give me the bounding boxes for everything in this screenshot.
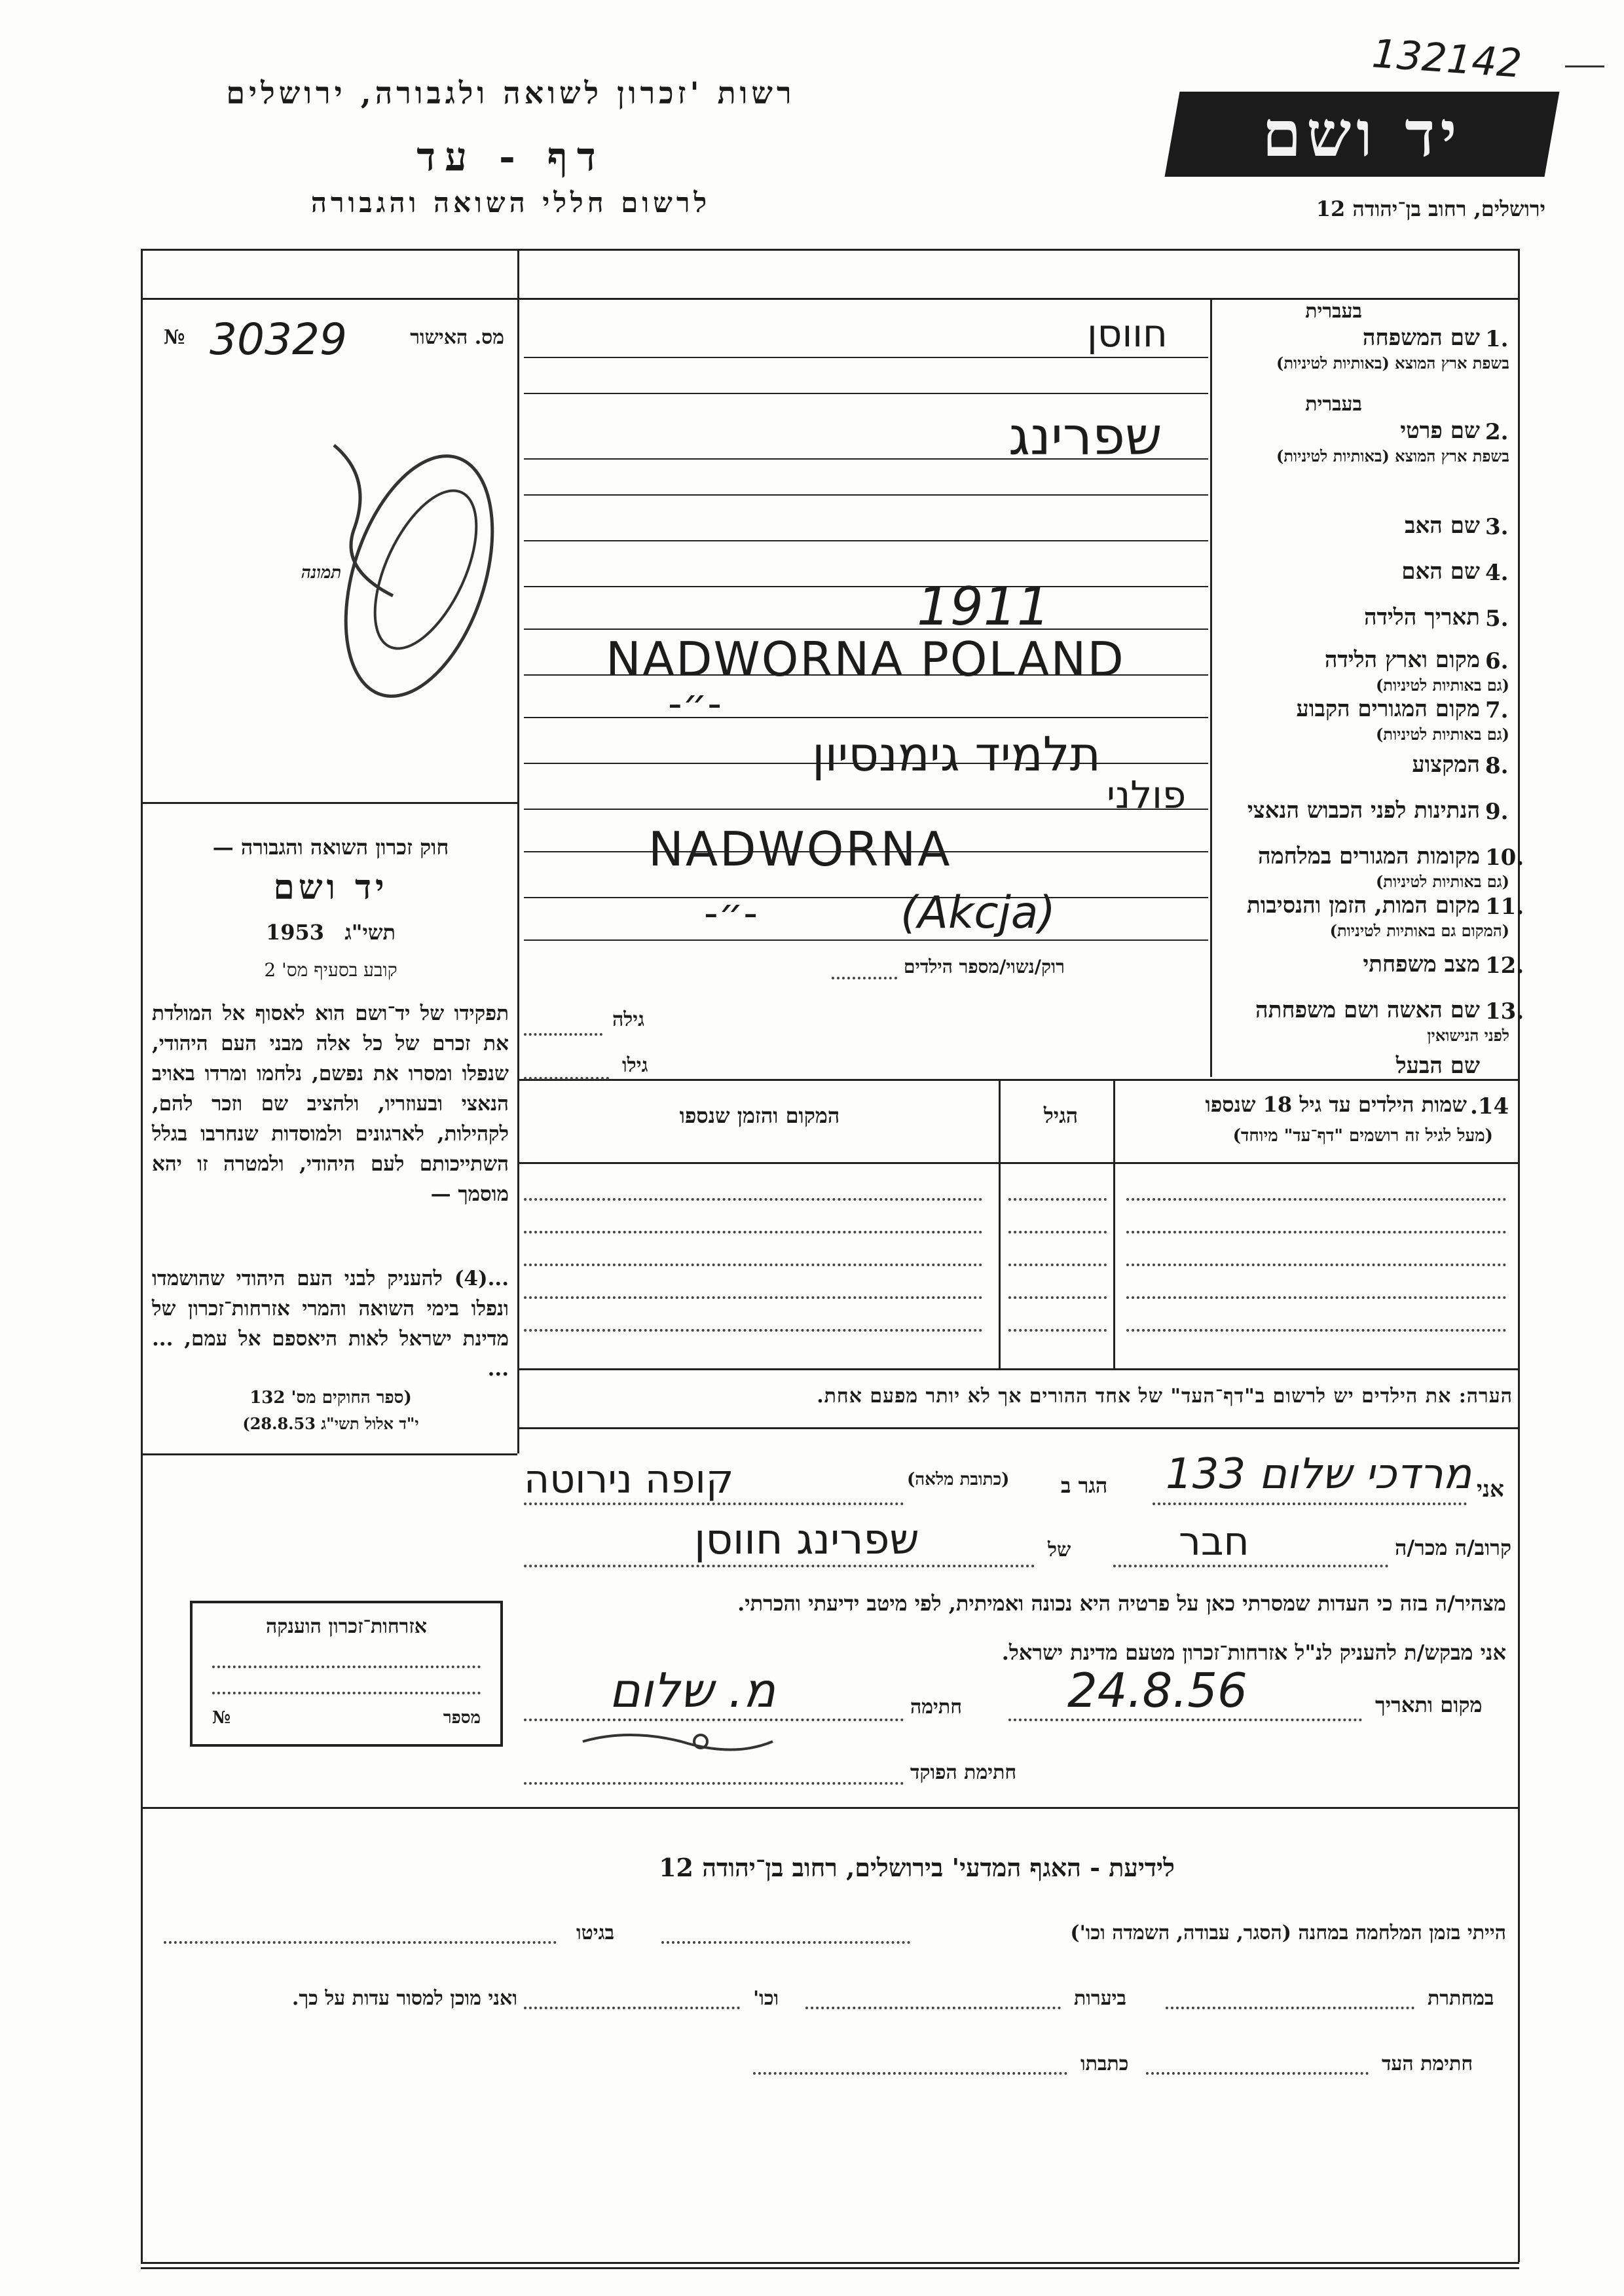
- footer-line2-b: ביערות: [1074, 1987, 1127, 2010]
- reg-number: 30329: [210, 314, 347, 365]
- form-title: דף - עד: [416, 134, 605, 180]
- law-title: חוק זכרון השואה והגבורה —: [212, 835, 449, 860]
- child-row-line: [1008, 1296, 1107, 1299]
- decl-statement: מצהיר/ה בזה כי העדות שמסרתי כאן על פרטיה היא נכונה ואמיתית, לפי מיטב ידיעתי והכרתי.: [737, 1591, 1506, 1616]
- value-first-name: שפרינג: [1008, 406, 1162, 467]
- field-number: 3.: [1485, 514, 1509, 540]
- field-label: הנתינות לפני הכבוש הנאצי: [1247, 797, 1480, 824]
- child-row-line: [1008, 1329, 1107, 1332]
- panel-line-3: [141, 1453, 517, 1455]
- field-label: שם האב: [1405, 513, 1480, 539]
- field-label: שם האשה ושם משפחתה: [1255, 997, 1480, 1023]
- footer-line2-c: וכו': [753, 1987, 779, 2010]
- decl-signature: מ. שלום: [609, 1663, 776, 1718]
- field-sublabel: בשפת ארץ המוצא (באותיות לטיניות): [1276, 354, 1509, 373]
- panel-divider: [517, 249, 519, 1453]
- value-family-name: חווסן: [1087, 311, 1168, 355]
- reg-number-block: [164, 314, 504, 367]
- law-year: 1953: [266, 920, 325, 945]
- citizenship-no-label: מספר: [443, 1708, 481, 1728]
- yad-vashem-logo: [1165, 92, 1560, 177]
- law-ref: (ספר החוקים מס' 132: [249, 1388, 412, 1408]
- decl-place-date-label: מקום ותאריך: [1375, 1692, 1483, 1717]
- value-underline: [524, 629, 1208, 630]
- left-border: [141, 249, 143, 2262]
- archive-number: 132142: [1370, 31, 1524, 87]
- field-label: שם פרטי: [1400, 418, 1480, 444]
- footer-line1-b: בגיטו: [576, 1922, 615, 1944]
- law-name: יד ושם: [273, 867, 388, 907]
- child-row-line: [524, 1329, 982, 1332]
- label-divider: [1210, 298, 1212, 1077]
- child-row-line: [1008, 1198, 1107, 1201]
- child-row-line: [1126, 1296, 1506, 1299]
- value-underline: [524, 763, 1208, 764]
- field-number: 8.: [1485, 753, 1509, 779]
- value-nationality: פולני: [1107, 773, 1187, 817]
- children-num: 14.: [1470, 1093, 1509, 1120]
- children-header-bottom: [517, 1162, 1519, 1164]
- value-death-circumstance: (Akcja): [900, 887, 1056, 939]
- field-label: שם האם: [1401, 558, 1480, 585]
- field-label: תאריך הלידה: [1363, 604, 1480, 630]
- value-wartime-residence: NADWORNA: [648, 822, 952, 877]
- footer-line1-a: הייתי בזמן המלחמה במחנה (הסגר, עבודה, השמדה וכו'): [1070, 1922, 1506, 1944]
- citizenship-box: [190, 1601, 503, 1747]
- archive-dash: [1565, 65, 1604, 67]
- value-underline: [524, 540, 1208, 541]
- org-line: רשות 'זכרון לשואה ולגבורה, ירושלים: [226, 75, 796, 111]
- value-underline: [524, 809, 1208, 810]
- law-year-heb: תשי"ג: [344, 920, 396, 945]
- value-birth-date: 1911: [917, 576, 1050, 637]
- field-label: מצב משפחתי: [1363, 951, 1480, 977]
- field-number: 7.: [1485, 697, 1509, 723]
- logo-text: יד ושם: [1262, 97, 1462, 171]
- marital-sub-label: רוק/נשוי/מספר הילדים: [904, 956, 1065, 977]
- decl-signature-label: חתימה: [910, 1696, 962, 1719]
- decl-resides: הגר ב: [1061, 1473, 1108, 1498]
- form-subtitle: לרשום חללי השואה והגבורה: [310, 187, 711, 219]
- field-hebrew-tag: בעברית: [1305, 300, 1362, 323]
- value-underline: [524, 851, 1208, 852]
- husband-age-label: גילו: [622, 1054, 648, 1077]
- field-sublabel: (גם באותיות לטיניות): [1375, 872, 1509, 891]
- field-sublabel: לפני הנישואין: [1427, 1026, 1509, 1045]
- panel-line-2: [141, 802, 517, 804]
- child-row-line: [524, 1231, 982, 1233]
- value-underline: [524, 494, 1208, 496]
- child-row-line: [1008, 1231, 1107, 1233]
- panel-line-1: [141, 298, 517, 300]
- value-residence: -״-: [668, 681, 722, 727]
- law-date: י"ד אלול תשי"ג 28.8.53): [242, 1414, 419, 1433]
- value-underline: [524, 939, 1208, 941]
- frame-bottom-2: [141, 2267, 1519, 2269]
- value-underline: [524, 897, 1208, 898]
- field-label: מקום המגורים הקבוע: [1296, 696, 1480, 722]
- field-sublabel: (המקום גם באותיות לטיניות): [1329, 921, 1509, 940]
- child-row-line: [1126, 1264, 1506, 1266]
- children-title: שמות הילדים עד גיל 18 שנספו: [1205, 1092, 1467, 1117]
- value-underline: [524, 458, 1208, 460]
- decl-of: של: [1048, 1539, 1071, 1561]
- value-birth-place: NADWORNA POLAND: [606, 632, 1125, 687]
- footer-line2-d: ואני מוכן למסור עדות על כך.: [291, 1987, 517, 2010]
- field-label: מקום וארץ הלידה: [1324, 647, 1480, 673]
- child-row-line: [524, 1264, 982, 1266]
- field-label: המקצוע: [1412, 752, 1480, 778]
- field-number: 10.: [1485, 845, 1524, 871]
- frame-bottom: [141, 2262, 1519, 2264]
- children-col-2: [999, 1079, 1001, 1368]
- decl-address: קופה נירוטה: [524, 1457, 734, 1503]
- children-sub: (מעל לגיל זה רושמים "דף־עד" מיוחד): [1232, 1126, 1493, 1146]
- value-underline: [524, 717, 1208, 718]
- child-row-line: [524, 1296, 982, 1299]
- field-number: 12.: [1485, 953, 1524, 979]
- value-underline: [524, 393, 1208, 394]
- field-number: 13.: [1485, 998, 1524, 1025]
- decl-request: אני מבקש/ת להעניק לנ"ל אזרחות־זכרון מטעם מדינת ישראל.: [1001, 1640, 1506, 1665]
- field-number: 4.: [1485, 560, 1509, 586]
- child-row-line: [524, 1198, 982, 1201]
- field-label: שם הבעל: [1395, 1053, 1480, 1079]
- value-underline: [524, 674, 1208, 676]
- col-place: המקום והזמן שנספו: [679, 1103, 840, 1128]
- field-sublabel: (גם באותיות לטיניות): [1375, 676, 1509, 695]
- signature-flourish: [576, 1722, 786, 1761]
- address: ירושלים, רחוב בן־יהודה 12: [1316, 196, 1545, 221]
- law-text: תפקידו של יד־ושם הוא לאסוף אל המולדת את זכרם של כל אלה מבני העם היהודי, שנפלו ומסרו את נפשם, נלחמו ומרדו באויב הנאצי ובעוזריו, ולהציב שם וזכר להם, לקהילות, לארגונים ולמוסדות שנחרבו בגלל השתייכותם לעם היהודי, ולמטרה זו יהא מוסמך —: [152, 1002, 509, 1206]
- note-bottom: [517, 1427, 1519, 1429]
- field-sublabel: (גם באותיות לטיניות): [1375, 725, 1509, 744]
- field-label: מקום המות, הזמן והנסיבות: [1246, 892, 1480, 919]
- children-col-1: [1113, 1079, 1115, 1368]
- field-number: 5.: [1485, 606, 1509, 632]
- footer-title: לידיעת - האגף המדעי' בירושלים, רחוב בן־יהודה 12: [659, 1853, 1175, 1882]
- field-number: 6.: [1485, 648, 1509, 674]
- law-section: קובע בסעיף מס' 2: [264, 959, 397, 981]
- value-underline: [524, 586, 1208, 587]
- reg-label: מס. האישור: [410, 326, 504, 349]
- col-age: הגיל: [1043, 1103, 1079, 1128]
- footer-line3-a: חתימת העד: [1382, 2052, 1473, 2075]
- right-border: [1518, 249, 1520, 2262]
- footer-line2-a: במחתרת: [1428, 1987, 1494, 2010]
- field-label: מקומות המגורים במלחמה: [1257, 843, 1480, 869]
- fields-bottom: [517, 1079, 1519, 1081]
- citizenship-no-mark: №: [212, 1708, 231, 1728]
- children-note: הערה: את הילדים יש לרשום ב"דף־העד" של אחד ההורים אך לא יותר מפעם אחת.: [817, 1385, 1513, 1408]
- reg-no-mark: №: [164, 326, 185, 349]
- field-number: 2.: [1485, 419, 1509, 445]
- field-label: שם המשפחה: [1362, 325, 1480, 351]
- value-underline: [524, 357, 1208, 358]
- field-sublabel: בשפת ארץ המוצא (באותיות לטיניות): [1276, 446, 1509, 465]
- child-row-line: [1126, 1329, 1506, 1332]
- field-top-line: [517, 298, 1519, 300]
- field-number: 1.: [1485, 326, 1509, 352]
- child-row-line: [1008, 1264, 1107, 1266]
- declaration-bottom: [141, 1807, 1519, 1809]
- decl-relative-name: שפרינג חווסן: [694, 1516, 919, 1564]
- decl-ani: אני: [1477, 1476, 1504, 1503]
- field-number: 9.: [1485, 799, 1509, 825]
- wife-age-label: גילה: [612, 1008, 645, 1031]
- decl-relation: חבר: [1179, 1519, 1249, 1565]
- citizenship-title: אזרחות־זכרון הוענקה: [265, 1615, 428, 1638]
- decl-date: 24.8.56: [1067, 1663, 1247, 1718]
- footer-line3-b: כתבתו: [1080, 2052, 1129, 2075]
- law-year-row: [157, 920, 504, 945]
- field-number: 11.: [1485, 894, 1524, 920]
- children-bottom: [517, 1368, 1519, 1370]
- law-text-2: ...(4) להעניק לבני העם היהודי שהושמדו ונפלו בימי השואה והמרי אזרחות־זכרון של מדינת ישראל לאות היאספם אל עמם, ... ...: [152, 1267, 509, 1381]
- child-row-line: [1126, 1198, 1506, 1201]
- photo-label: תמונה: [301, 563, 342, 583]
- value-death-place: -״-: [704, 890, 758, 936]
- decl-address-label: (כתובת מלאה): [907, 1470, 1010, 1489]
- field-hebrew-tag: בעברית: [1305, 393, 1362, 416]
- decl-relative-label: קרוב/ה מכר/ה: [1395, 1535, 1512, 1560]
- value-profession: תלמיד גימנסיון: [812, 727, 1101, 782]
- decl-officer-label: חתימת הפוקד: [910, 1761, 1017, 1784]
- child-row-line: [1126, 1231, 1506, 1233]
- top-border: [141, 249, 1519, 251]
- declarant-name: מרדכי שלום 133: [1166, 1450, 1472, 1499]
